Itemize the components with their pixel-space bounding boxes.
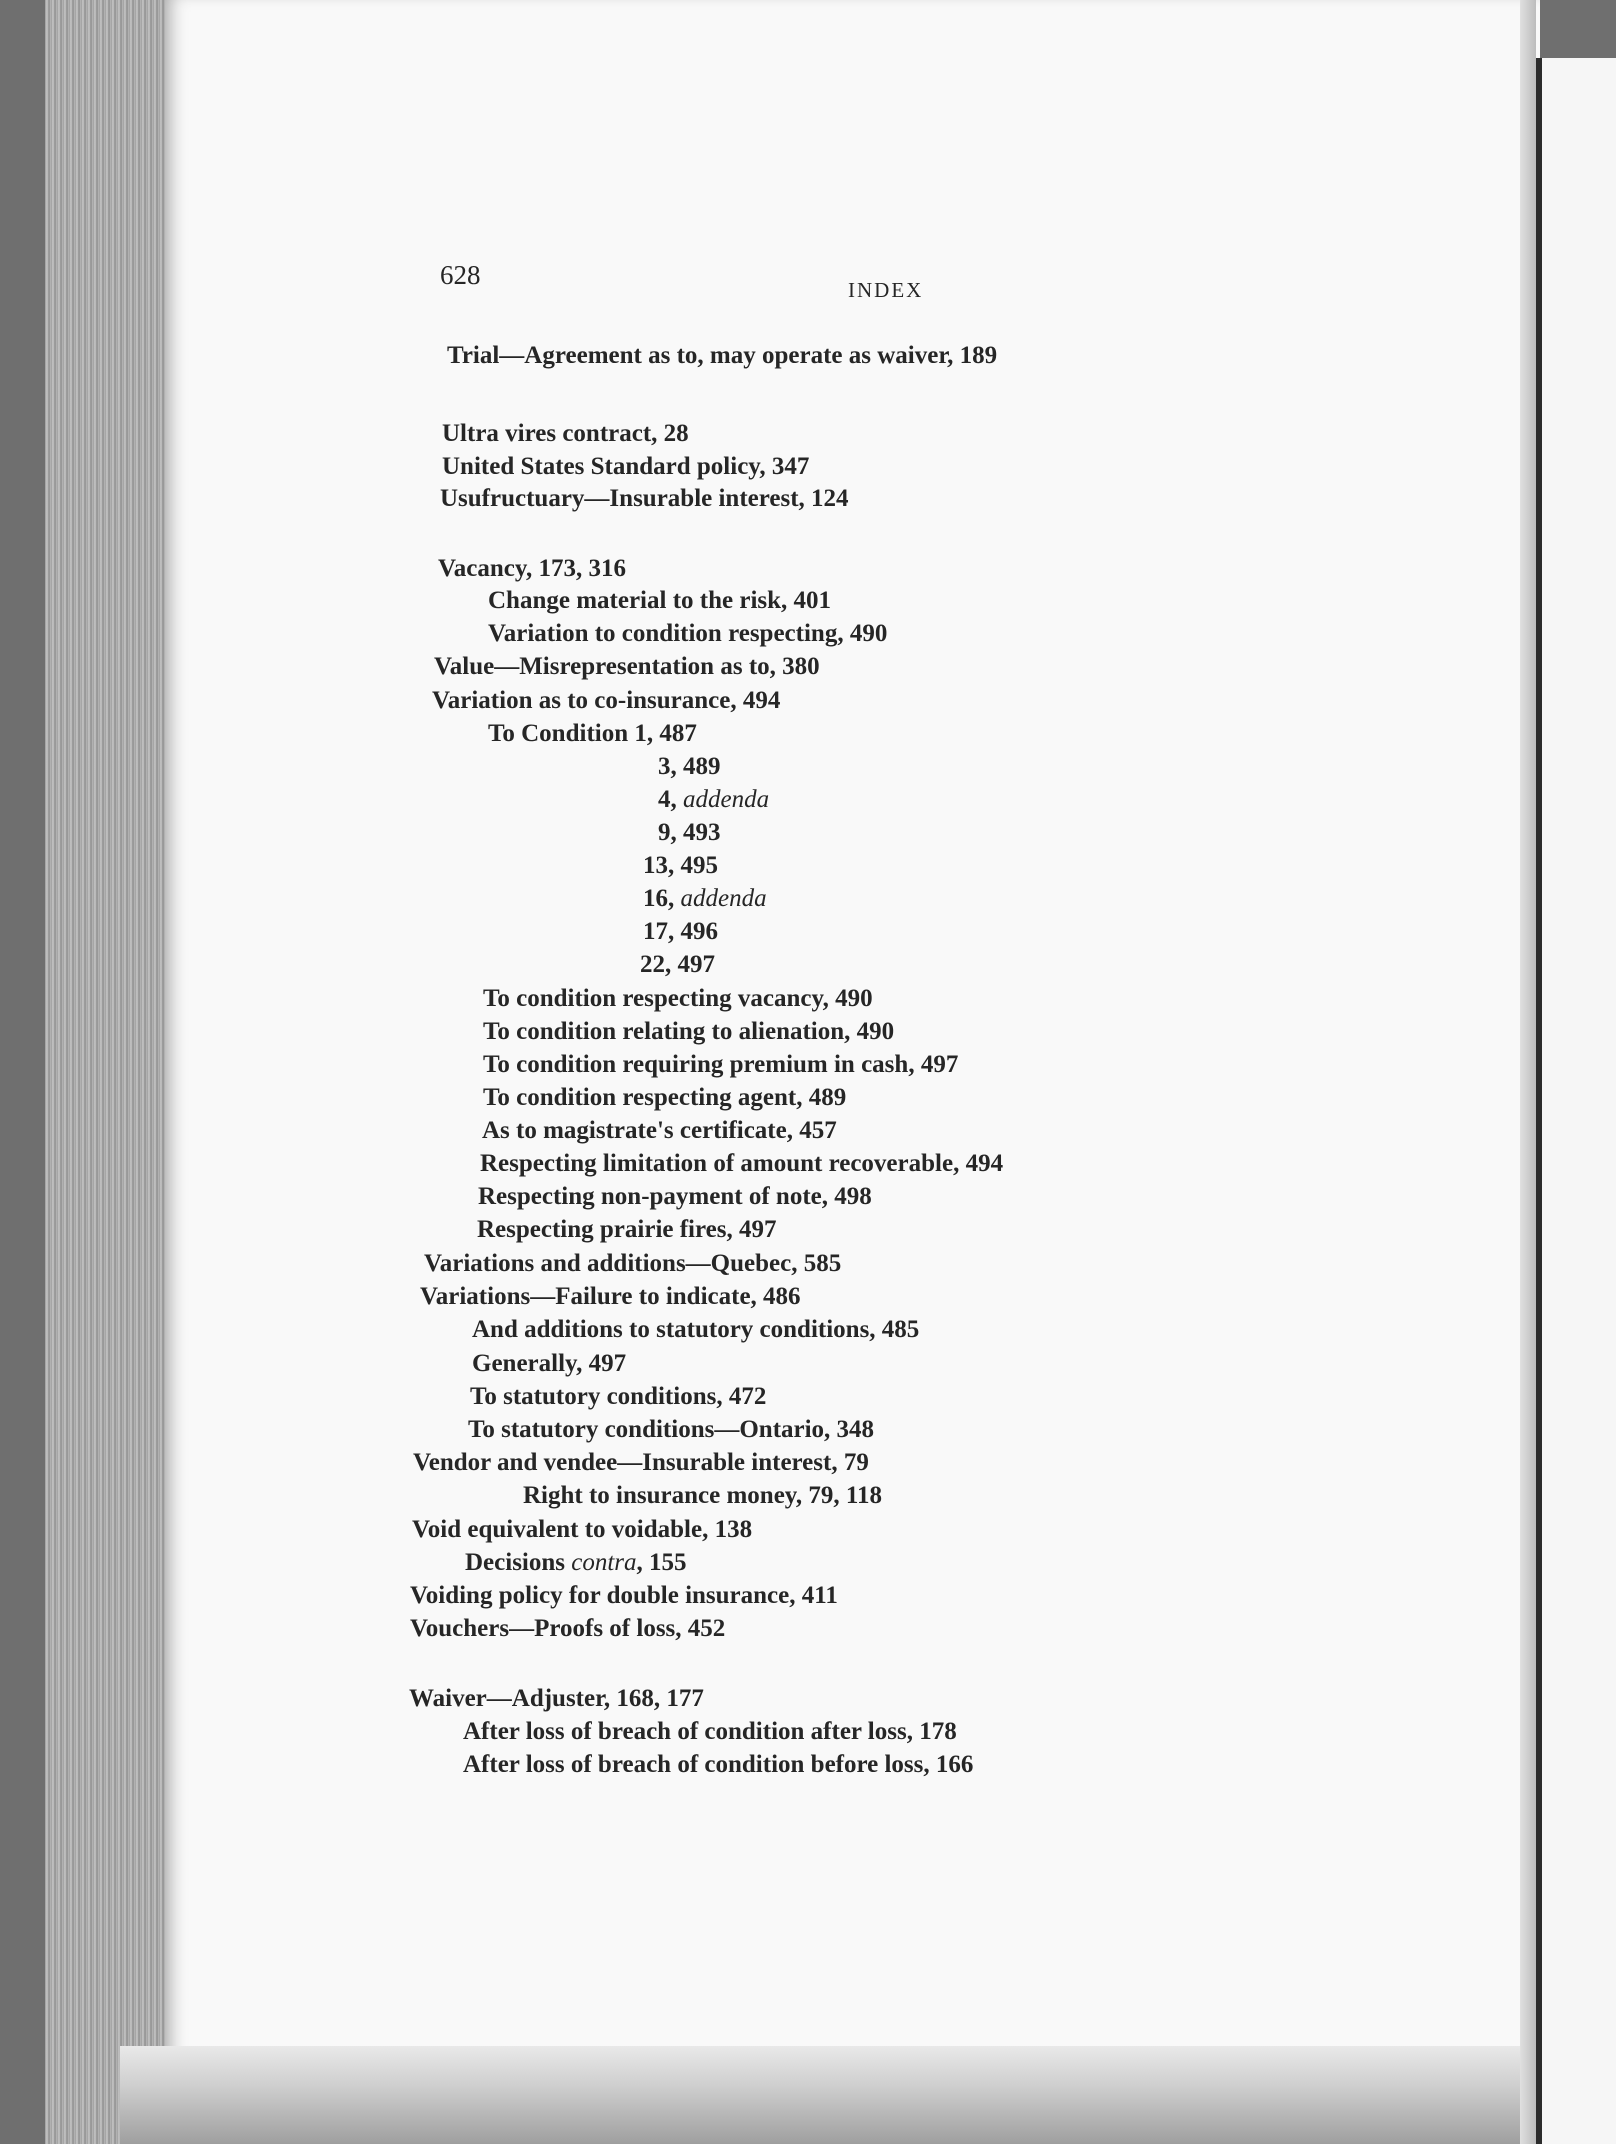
index-subentry: To Condition 1, 487 xyxy=(488,720,697,747)
index-subentry: As to magistrate's certificate, 457 xyxy=(482,1117,837,1144)
index-entry: Waiver—Adjuster, 168, 177 xyxy=(409,1685,704,1712)
index-entry: Ultra vires contract, 28 xyxy=(442,420,689,447)
index-entry: Vendor and vendee—Insurable interest, 79 xyxy=(413,1449,869,1476)
index-subentry: To condition relating to alienation, 490 xyxy=(483,1018,895,1045)
index-subentry: Respecting prairie fires, 497 xyxy=(477,1216,777,1243)
page-edges xyxy=(45,0,180,2144)
index-subentry: To condition respecting agent, 489 xyxy=(483,1084,847,1111)
index-subentry: After loss of breach of condition after loss, 178 xyxy=(463,1718,957,1745)
index-subentry: To condition requiring premium in cash, 497 xyxy=(483,1051,959,1078)
binding-gap xyxy=(1520,0,1536,2144)
index-condition-ref: 16, addenda xyxy=(643,885,767,912)
index-entry: Vouchers—Proofs of loss, 452 xyxy=(410,1615,726,1642)
facing-page-edge xyxy=(1536,58,1616,2144)
index-subentry: Decisions contra, 155 xyxy=(465,1549,687,1576)
index-condition-ref: 22, 497 xyxy=(640,951,715,978)
running-head: INDEX xyxy=(848,278,924,302)
index-subentry: To statutory conditions—Ontario, 348 xyxy=(468,1416,875,1443)
index-entry: Usufructuary—Insurable interest, 124 xyxy=(440,485,849,512)
index-entry: Trial—Agreement as to, may operate as waiver, 189 xyxy=(447,342,998,369)
index-subentry: Respecting limitation of amount recoverable, 494 xyxy=(480,1150,1004,1177)
index-condition-ref: 4, addenda xyxy=(658,786,770,813)
index-subentry: To condition respecting vacancy, 490 xyxy=(483,985,873,1012)
index-subentry: Variation to condition respecting, 490 xyxy=(488,620,888,647)
index-subentry: Right to insurance money, 79, 118 xyxy=(523,1482,883,1509)
index-subentry: And additions to statutory conditions, 485 xyxy=(472,1316,920,1343)
index-entry: United States Standard policy, 347 xyxy=(442,453,810,480)
index-condition-ref: 3, 489 xyxy=(658,753,721,780)
index-condition-ref: 17, 496 xyxy=(643,918,718,945)
index-subentry: Respecting non-payment of note, 498 xyxy=(478,1183,872,1210)
index-subentry: After loss of breach of condition before loss, 166 xyxy=(463,1751,974,1778)
index-entry: Void equivalent to voidable, 138 xyxy=(412,1516,753,1543)
index-condition-ref: 9, 493 xyxy=(658,819,721,846)
index-entry: Value—Misrepresentation as to, 380 xyxy=(434,653,820,680)
index-entry: Variations—Failure to indicate, 486 xyxy=(420,1283,801,1310)
index-entry: Voiding policy for double insurance, 411 xyxy=(410,1582,838,1609)
index-condition-ref: 13, 495 xyxy=(643,852,718,879)
index-entry: Vacancy, 173, 316 xyxy=(438,555,626,582)
page-bottom-edge xyxy=(120,2046,1540,2144)
index-entry: Variations and additions—Quebec, 585 xyxy=(424,1250,842,1277)
index-subentry: To statutory conditions, 472 xyxy=(470,1383,767,1410)
index-subentry: Change material to the risk, 401 xyxy=(488,587,832,614)
index-entry: Variation as to co-insurance, 494 xyxy=(432,687,781,714)
index-subentry: Generally, 497 xyxy=(472,1350,627,1377)
page-number: 628 xyxy=(440,260,481,290)
